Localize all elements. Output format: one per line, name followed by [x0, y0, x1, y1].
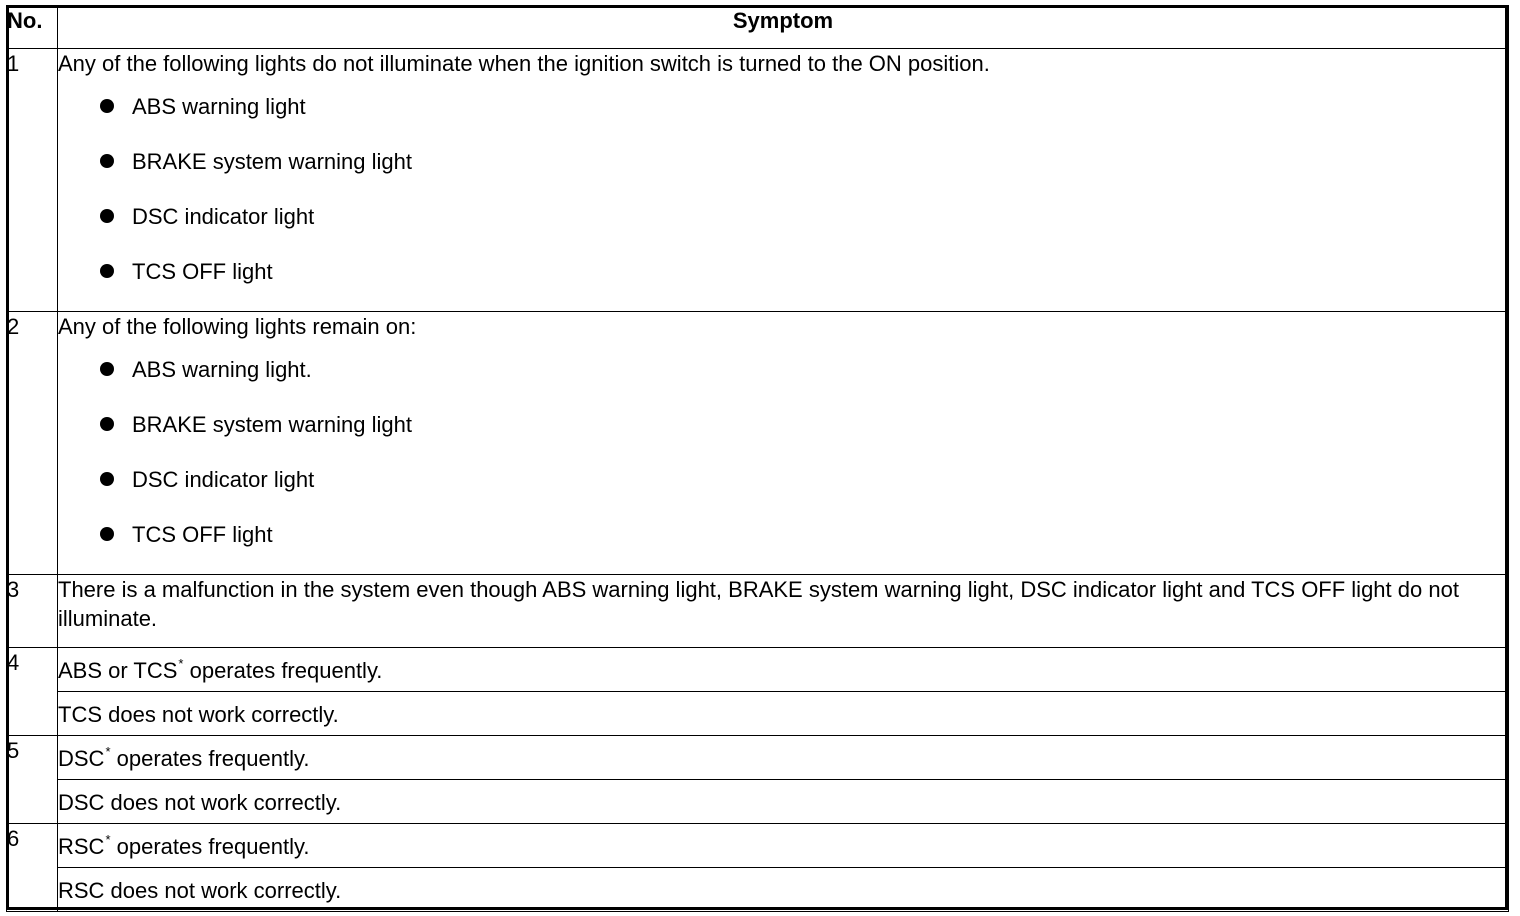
list-item-label: DSC indicator light [132, 467, 315, 492]
list-item-label: TCS OFF light [132, 259, 273, 284]
list-item-label: DSC indicator light [132, 204, 315, 229]
symptom-text: Any of the following lights remain on: [58, 314, 417, 339]
row-number: 4 [7, 648, 58, 736]
symptom-text-main: RSC [58, 834, 105, 859]
list-item-label: ABS warning light [132, 94, 306, 119]
list-item-label: ABS warning light. [132, 357, 312, 382]
row-number: 2 [7, 312, 58, 575]
row-number: 3 [7, 575, 58, 648]
symptom-text: DSC does not work correctly. [58, 780, 1509, 824]
symptom-text: Any of the following lights do not illuminate when the ignition switch is turned to the ON position. [58, 51, 990, 76]
symptom-text-main: DSC [58, 746, 105, 771]
footnote-mark: * [105, 831, 111, 847]
table-outer-border [6, 5, 1508, 910]
row-number: 1 [7, 49, 58, 312]
symptom-text: RSC does not work correctly. [58, 868, 1509, 912]
header-symptom: Symptom [58, 6, 1509, 49]
symptom-text-rest: operates frequently. [110, 746, 310, 771]
symptom-text: There is a malfunction in the system even though ABS warning light, BRAKE system warning light, DSC indicator light and TCS OFF light do not illuminate. [58, 575, 1509, 648]
symptom-text-main: ABS or TCS [58, 658, 178, 683]
list-item-label: TCS OFF light [132, 522, 273, 547]
row-number: 6 [7, 824, 58, 912]
symptom-text-rest: operates frequently. [183, 658, 383, 683]
list-item-label: BRAKE system warning light [132, 149, 412, 174]
header-no: No. [7, 6, 58, 49]
symptom-text: TCS does not work correctly. [58, 692, 1509, 736]
row-number: 5 [7, 736, 58, 824]
symptom-text-rest: operates frequently. [110, 834, 310, 859]
list-item-label: BRAKE system warning light [132, 412, 412, 437]
footnote-mark: * [105, 743, 111, 759]
footnote-mark: * [178, 655, 184, 671]
